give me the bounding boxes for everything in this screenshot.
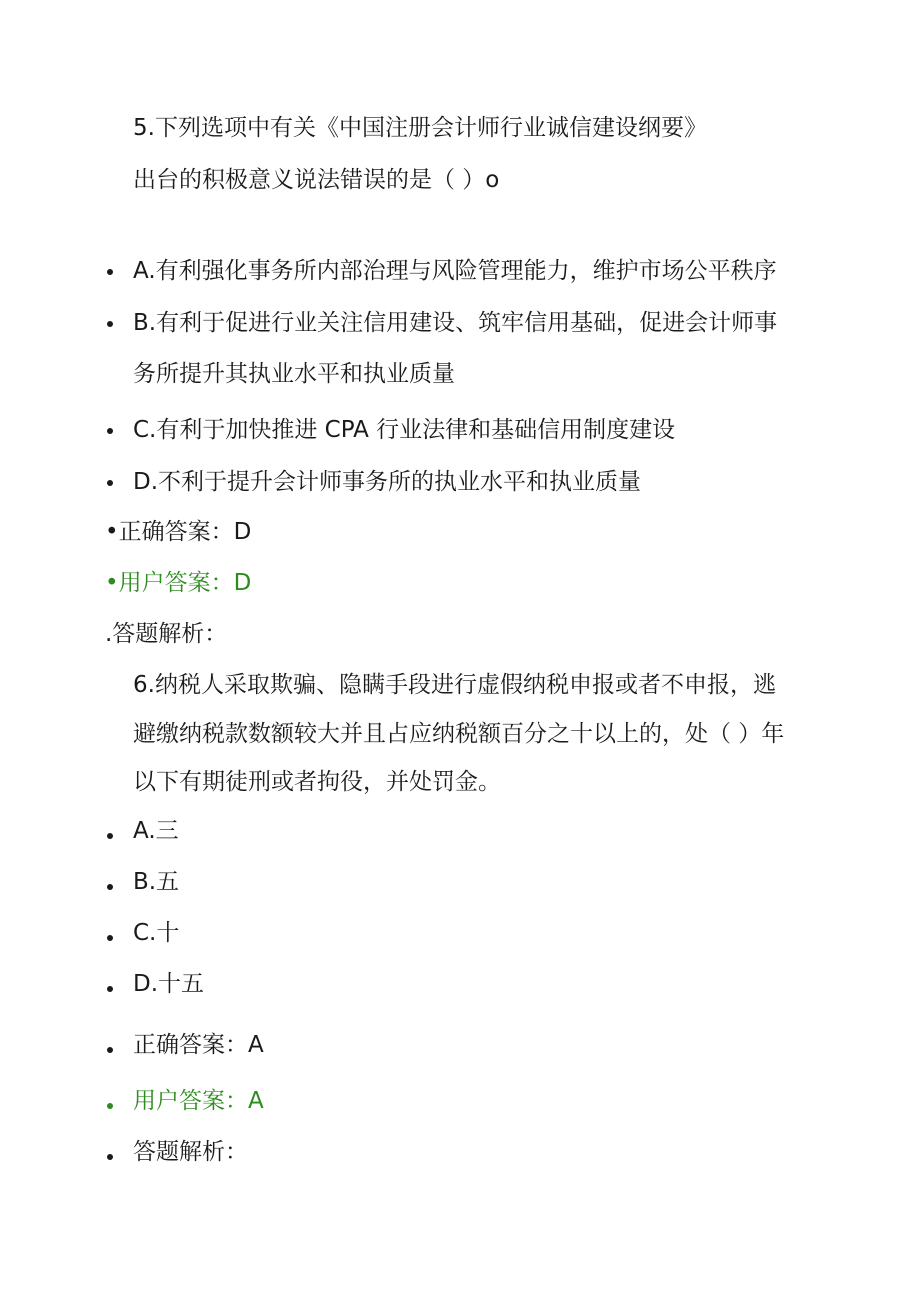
q5-analysis-label: .答题解析： — [105, 621, 228, 647]
q5-option-b-line2: 务所提升其执业水平和执业质量 — [133, 361, 455, 387]
q6-stem-line2: 避缴纳税款数额较大并且占应纳税额百分之十以上的，处（ ）年 — [133, 721, 785, 747]
bullet-icon — [107, 1103, 113, 1109]
q5-option-a: A.有利强化事务所内部治理与风险管理能力，维护市场公平秩序 — [133, 258, 777, 284]
bullet-icon — [107, 884, 113, 890]
bullet-icon — [107, 986, 113, 992]
bullet-icon — [107, 321, 113, 327]
q6-stem-line1: 6.纳税人采取欺骗、隐瞒手段进行虚假纳税申报或者不申报，逃 — [133, 672, 776, 698]
bullet-icon — [107, 428, 113, 434]
bullet-icon — [107, 269, 113, 275]
q5-option-c: C.有利于加快推进 CPA 行业法律和基础信用制度建设 — [133, 417, 676, 443]
q6-option-c: C.十 — [133, 920, 180, 946]
q5-user-answer: •用户答案：D — [105, 570, 252, 596]
q5-option-d: D.不利于提升会计师事务所的执业水平和执业质量 — [133, 469, 642, 495]
bullet-icon — [107, 1047, 113, 1053]
q6-stem-line3: 以下有期徒刑或者拘役，并处罚金。 — [133, 769, 501, 795]
q5-correct-answer: •正确答案：D — [105, 519, 252, 545]
q6-option-a: A.三 — [133, 818, 179, 844]
q6-analysis-label: 答题解析： — [133, 1139, 248, 1165]
q6-option-b: B.五 — [133, 869, 180, 895]
bullet-icon — [107, 935, 113, 941]
q5-stem-line2: 出台的积极意义说法错误的是（ ）o — [133, 167, 500, 193]
bullet-icon — [107, 1154, 113, 1160]
bullet-icon — [107, 833, 113, 839]
q5-stem-line1: 5.下列选项中有关《中国注册会计师行业诚信建设纲要》 — [133, 115, 707, 141]
q5-option-b-line1: B.有利于促进行业关注信用建设、筑牢信用基础，促进会计师事 — [133, 310, 778, 336]
q6-option-d: D.十五 — [133, 971, 205, 997]
bullet-icon — [107, 480, 113, 486]
q6-correct-answer: 正确答案：A — [133, 1032, 264, 1058]
q6-user-answer: 用户答案：A — [133, 1088, 264, 1114]
